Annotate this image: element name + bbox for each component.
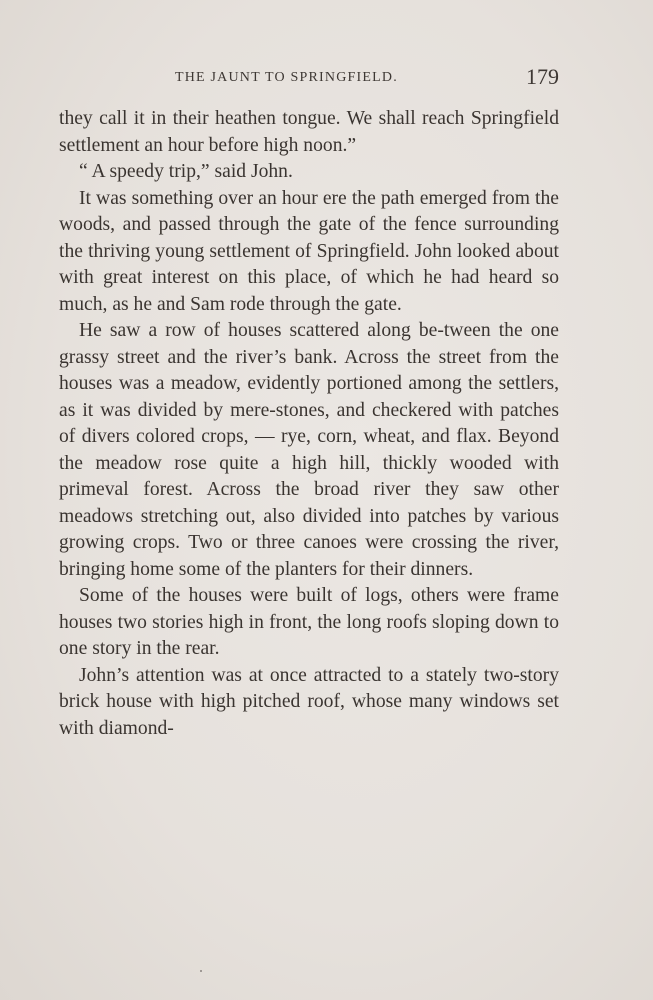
paragraph-3: It was something over an hour ere the path emerged from the woods, and passed through the gate of the fence surrounding the thriving young settlement of Springfield. John looked about with great interest on this place, of which he had heard so much, as he and Sam rode through the gate. (59, 187, 559, 315)
paper-speck (200, 970, 202, 972)
paragraph-4: He saw a row of houses scattered along be-tween the one grassy street and the river’s bank. Across the street from the houses was a meadow, evidently portioned among the settlers, as it was divided by mere-stones, and checkered with patches of divers colored crops, — rye, corn, wheat, and flax. Beyond the meadow rose quite a high hill, thickly wooded with primeval forest. Across the broad river they saw other meadows stretching out, also divided into patches by various growing crops. Two or three canoes were crossing the river, bringing home some of the planters for their dinners. (59, 320, 559, 580)
running-head (59, 66, 559, 100)
paragraph-1: they call it in their heathen tongue. We shall reach Springfield settlement an hour before high noon.” (59, 108, 559, 156)
paragraph-2: “ A speedy trip,” said John. (79, 161, 293, 182)
paragraph-5: Some of the houses were built of logs, others were frame houses two stories high in front, the long roofs sloping down to one story in the rear. (59, 585, 559, 659)
running-title: THE JAUNT TO SPRINGFIELD. (175, 70, 398, 85)
page-number: 179 (526, 64, 559, 89)
paragraph-6: John’s attention was at once attracted to a stately two-story brick house with high pitched roof, whose many windows set with diamond- (59, 664, 559, 739)
body-text (59, 106, 559, 742)
